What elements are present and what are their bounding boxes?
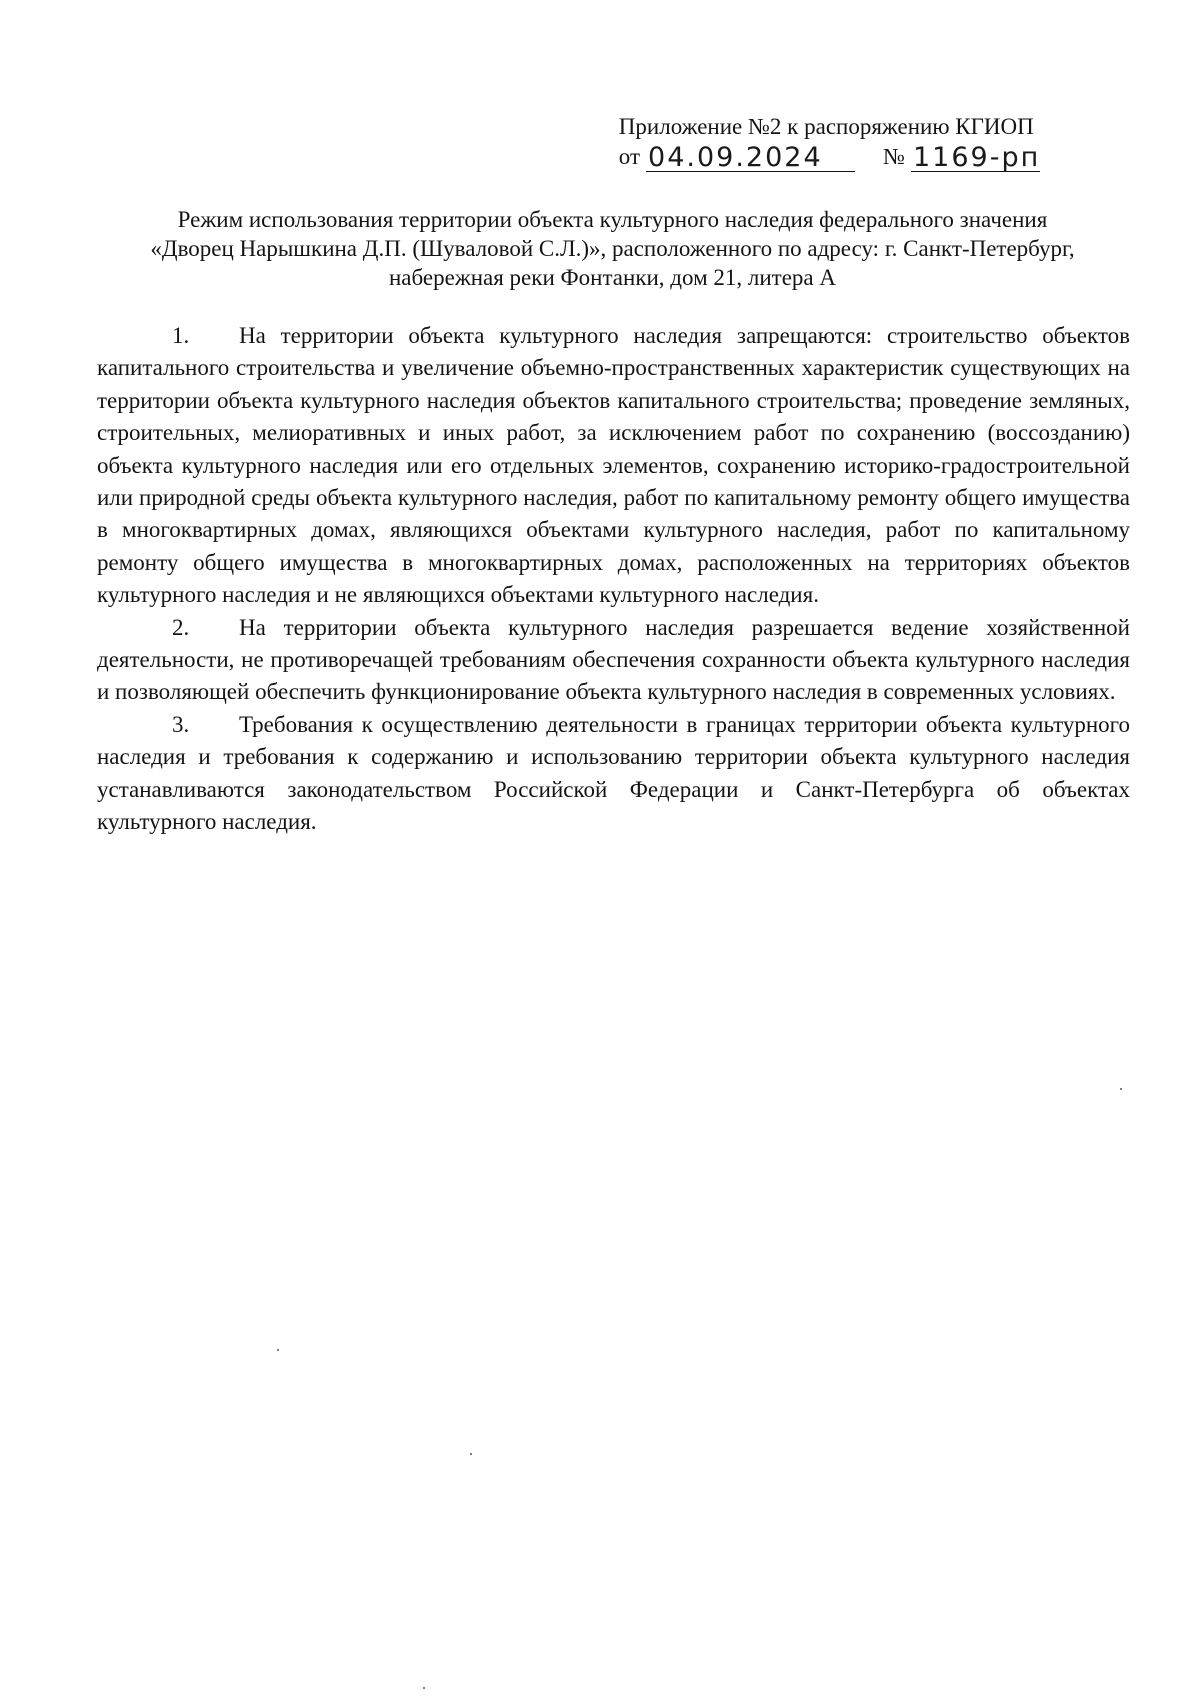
- appendix-title: Приложение №2 к распоряжению КГИОП: [618, 114, 1034, 139]
- document-body: [97, 320, 1130, 839]
- scan-speck: [277, 1349, 279, 1351]
- paragraph-number: 2.: [172, 614, 190, 640]
- paragraph-1: [97, 320, 1130, 612]
- scan-speck: [470, 1453, 472, 1455]
- scan-speck: [423, 1687, 425, 1689]
- date-label: от: [618, 144, 641, 169]
- title-line-1: Режим использования территории объекта культурного наследия федерального значения: [177, 207, 1048, 232]
- paragraph-text: Требования к осуществлению деятельности в границах территории объекта культурного наследия и требования к содержанию и использованию территории объекта культурного наследия устанавливаются законодательством Российской Федерации и Санкт-Петербурга об объектах культурного наследия.: [97, 711, 1130, 835]
- order-number: 1169-рп: [913, 142, 1041, 173]
- paragraph-text: На территории объекта культурного наследия запрещаются: строительство объектов капитального строительства и увеличение объемно-пространственных характеристик существующих на территории объекта культурного наследия объектов капитального строительства; проведение земляных, строительных, мелиоративных и иных работ, за исключением работ по сохранению (воссозданию) объекта культурного наследия или его отдельных элементов, сохранению историко-градостроительной или природной среды объекта культурного наследия, работ по капитальному ремонту общего имущества в многоквартирных домах, являющихся объектами культурного наследия, работ по капитальному ремонту общего имущества в многоквартирных домах, расположенных на территориях объектов культурного наследия и не являющихся объектами культурного наследия.: [97, 323, 1130, 608]
- title-line-3: набережная реки Фонтанки, дом 21, литера А: [388, 265, 836, 290]
- paragraph-number: 1.: [172, 323, 190, 348]
- appendix-header: [619, 112, 1040, 172]
- paragraph-2: [97, 612, 1130, 709]
- title-line-2: «Дворец Нарышкина Д.П. (Шуваловой С.Л.)», расположенного по адресу: г. Санкт-Петербург,: [150, 236, 1075, 261]
- order-date: 04.09.2024: [646, 145, 855, 172]
- order-reference: [619, 142, 1040, 172]
- paragraph-3: [97, 709, 1130, 839]
- scan-speck: [1120, 1088, 1122, 1090]
- number-label: №: [883, 144, 905, 169]
- paragraph-number: 3.: [172, 711, 190, 737]
- document-title: [95, 205, 1130, 292]
- paragraph-text: На территории объекта культурного наследия разрешается ведение хозяйственной деятельности, не противоречащей требованиям обеспечения сохранности объекта культурного наследия и позволяющей обеспечить функционирование объекта культурного наследия в современных условиях.: [97, 614, 1130, 705]
